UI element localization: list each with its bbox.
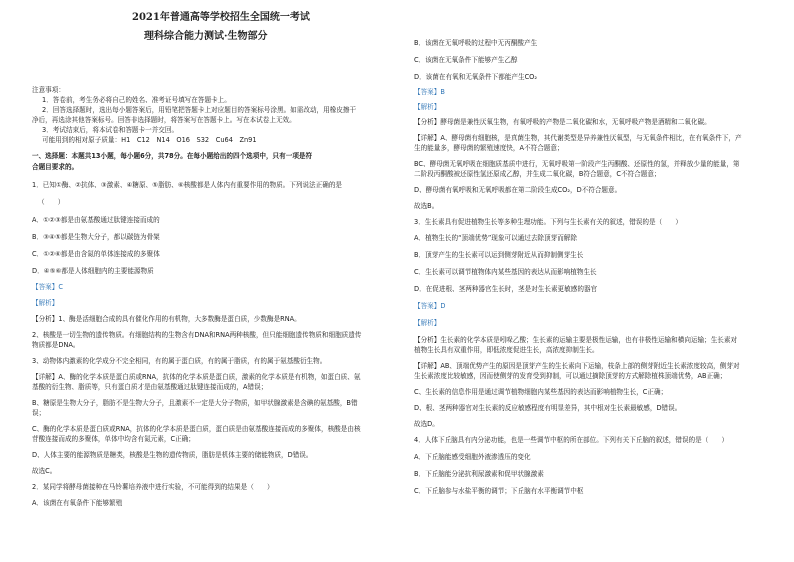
left-column-line-9: 合题目要求的。: [32, 163, 79, 171]
right-column-line-17: 【答案】D: [414, 302, 446, 310]
left-column-line-18: 【分析】1、酶是活细胞合成的具有催化作用的有机物，大多数酶是蛋白质，少数酶是RNA。: [32, 315, 301, 323]
left-column-line-15: D．④⑤⑥都是人体细胞内的主要能源物质: [32, 267, 154, 275]
right-column-line-10: D、酵母菌有氧呼吸和无氧呼吸都在第二阶段生成CO₂，D不符合题意。: [414, 186, 622, 194]
right-column-line-19: 【分析】生长素的化学本质是吲哚乙酸；生长素的运输主要是极性运输，也有非极性运输和横向运输；生长素对: [414, 336, 738, 344]
right-column-line-6: 【详解】A、酵母菌有细胞核，是真菌生物，其代谢类型是异养兼性厌氧型，与无氧条件相比，在有氧条件下，产: [414, 134, 742, 142]
right-column-line-5: 【分析】酵母菌是兼性厌氧生物，有氧呼吸的产物是二氧化碳和水，无氧呼吸产物是酒精和二氧化碳。: [414, 118, 711, 126]
left-column-line-19: 2、核酸是一切生物的遗传物质。有细胞结构的生物含有DNA和RNA两种核酸，但只能细胞遗传物质和细胞质遗传: [32, 331, 362, 339]
right-column-line-9: 二阶段丙酮酸被还原性氢还原成乙醇，并生成二氧化碳，B符合题意，C不符合题意；: [414, 170, 661, 178]
left-column-line-29: 故选C。: [32, 467, 57, 475]
left-column-line-23: 基酸的衍生物、脂质等，只有蛋白质才是由氨基酸通过肽键连接而成的，A错误；: [32, 383, 268, 391]
left-column-line-4: 2．回答选择题时，选出每小题答案后，用铅笔把答题卡上对应题目的答案标号涂黑。如需改动，用橡皮擦干: [42, 106, 357, 114]
left-column-line-0: 2021年普通高等学校招生全国统一考试: [132, 12, 310, 23]
left-column-line-28: D、人体主要的能源物质是糖类，核酸是生物的遗传物质，脂肪是机体主要的储能物质，D错误。: [32, 451, 313, 459]
left-column-line-31: A．该菌在有氧条件下能够繁殖: [32, 499, 123, 507]
right-column-line-11: 故选B。: [414, 202, 439, 210]
right-column-line-20: 植物生长具有双重作用，即低浓度促进生长，高浓度抑制生长。: [414, 346, 599, 354]
right-column-line-0: B．该菌在无氧呼吸的过程中无丙酮酸产生: [414, 39, 538, 47]
right-column-line-21: 【详解】AB、顶端优势产生的原因是顶芽产生的生长素向下运输，枝条上部的侧芽附近生长素浓度较高，侧芽对: [414, 362, 740, 370]
left-column-line-21: 3、动物体内激素的化学成分不完全相同，有的属于蛋白质，有的属于脂质，有的属于氨基酸衍生物。: [32, 357, 327, 365]
right-column-line-24: D、根、茎两种器官对生长素的反应敏感程度有明显差异，其中根对生长素最敏感，D错误。: [414, 404, 682, 412]
right-column-line-28: B．下丘脑能分泌抗利尿激素和促甲状腺激素: [414, 470, 544, 478]
left-column-line-12: A．①②③都是由氨基酸通过肽键连接而成的: [32, 216, 160, 224]
left-column-line-10: 1．已知①酶、②抗体、③激素、④糖原、⑤脂肪、⑥核酸都是人体内有重要作用的物质。下列说法正确的是: [32, 181, 343, 189]
right-column-line-27: A．下丘脑能感受细胞外液渗透压的变化: [414, 453, 531, 461]
left-column-line-22: 【详解】A、酶的化学本质是蛋白质或RNA，抗体的化学本质是蛋白质，激素的化学本质是有机物，如蛋白质、氨: [32, 373, 361, 381]
right-column-line-1: C．该菌在无氧条件下能够产生乙醇: [414, 56, 518, 64]
left-column-line-7: 可能用到的相对原子质量：H1 C12 N14 O16 S32 Cu64 Zn91: [42, 136, 257, 144]
left-column-line-20: 物质都是DNA。: [32, 341, 80, 349]
left-column-line-5: 净后，再选涂其他答案标号。回答非选择题时，将答案写在答题卡上。写在本试卷上无效。: [32, 116, 296, 124]
left-column-line-3: 1．答卷前，考生务必将自己的姓名、准考证号填写在答题卡上。: [42, 96, 231, 104]
left-column-line-25: 误；: [32, 409, 46, 417]
right-column-line-2: D．该菌在有氧和无氧条件下都能产生CO₂: [414, 73, 538, 81]
right-column-line-8: BC、酵母菌无氧呼吸在细胞质基质中进行，无氧呼吸第一阶段产生丙酮酸、还原性的氢，并释放少量的能量，第: [414, 160, 740, 168]
right-column-line-23: C、生长素的信息作用是通过调节植物细胞内某些基因的表达而影响植物生长，C正确；: [414, 388, 668, 396]
left-column-line-30: 2．某同学将酵母菌接种在马铃薯培养液中进行实验，不可能得到的结果是（ ）: [32, 483, 274, 491]
right-column-line-14: B．顶芽产生的生长素可以运到侧芽附近从而抑制侧芽生长: [414, 251, 584, 259]
right-column-line-16: D．在促进根、茎两种器官生长时，茎是对生长素更敏感的器官: [414, 285, 598, 293]
left-column-line-11: （ ）: [38, 198, 65, 206]
right-column-line-7: 生的能量多，酵母菌的繁殖速度快，A不符合题意；: [414, 144, 564, 152]
left-column-line-14: C．①②⑥都是由含氮的单体连接成的多聚体: [32, 250, 160, 258]
left-column-line-13: B．③④⑤都是生物大分子，都以碳链为骨架: [32, 233, 160, 241]
left-column-line-17: 【解析】: [32, 299, 59, 307]
right-column-line-4: 【解析】: [414, 103, 441, 111]
right-column-line-25: 故选D。: [414, 420, 439, 428]
right-column-line-12: 3．生长素具有促进植物生长等多种生理功能。下列与生长素有关的叙述，错误的是（ ）: [414, 218, 682, 226]
left-column-line-2: 注意事项：: [32, 86, 65, 94]
right-column-line-18: 【解析】: [414, 319, 441, 327]
right-column-line-29: C．下丘脑参与水盐平衡的调节；下丘脑有水平衡调节中枢: [414, 487, 584, 495]
right-column-line-15: C．生长素可以调节植物体内某些基因的表达从而影响植物生长: [414, 268, 597, 276]
right-column-line-13: A．植物生长的“顶端优势”现象可以通过去除顶芽而解除: [414, 234, 577, 242]
left-column-line-1: 理科综合能力测试·生物部分: [144, 31, 268, 42]
right-column-line-26: 4．人体下丘脑具有内分泌功能，也是一些调节中枢的所在部位。下列有关下丘脑的叙述，错误的是（ ）: [414, 436, 729, 444]
left-column-line-24: B、糖原是生物大分子，脂肪不是生物大分子，且激素不一定是大分子物质，如甲状腺激素是含碘的氨基酸，B错: [32, 399, 358, 407]
left-column-line-16: 【答案】C: [32, 283, 63, 291]
left-column-line-27: 苷酸连接而成的多聚体，单体中均含有氮元素，C正确；: [32, 435, 195, 443]
left-column-line-8: 一、选择题：本题共13小题，每小题6分，共78分。在每小题给出的四个选项中，只有一项是符: [32, 152, 313, 160]
left-column-line-6: 3．考试结束后，将本试卷和答题卡一并交回。: [42, 126, 179, 134]
right-column-line-22: 生长素浓度比较敏感，因而使侧芽的发育受到抑制，可以通过摘除顶芽的方式解除植株顶端优势，AB正确；: [414, 372, 727, 380]
left-column-line-26: C、酶的化学本质是蛋白质或RNA，抗体的化学本质是蛋白质，蛋白质是由氨基酸连接而成的多聚体，核酸是由核: [32, 425, 361, 433]
right-column-line-3: 【答案】B: [414, 88, 445, 96]
